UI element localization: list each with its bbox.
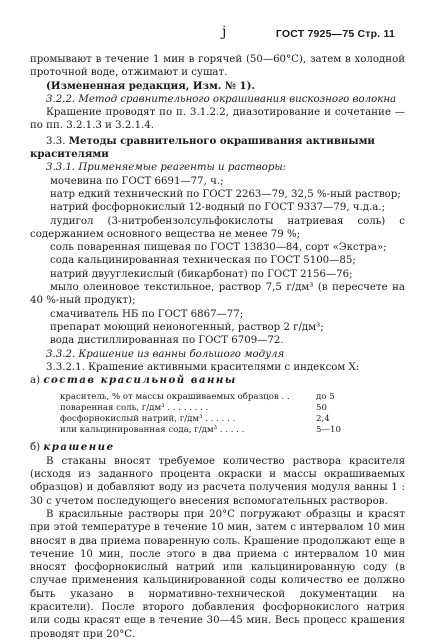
recipe-dots: . . . . . . xyxy=(205,414,236,425)
reagent-item: натрий двууглекислый (бикарбонат) по ГОСТ 2156—76; xyxy=(50,268,353,280)
reagent-item: смачиватель НБ по ГОСТ 6867—77; xyxy=(50,308,244,320)
section-3-2-2-text: Крашение проводят по п. 3.1.2.2, диазотирование и сочетание — по пп. 3.2.1.3 и 3.2.1.4. xyxy=(30,107,405,132)
recipe-row xyxy=(60,392,341,403)
recipe-label: поваренная соль, г/дм³ xyxy=(60,403,165,414)
reagent-item: соль поваренная пищевая по ГОСТ 13830—84, сорт «Экстра»; xyxy=(50,242,387,254)
paragraph-continuation: промывают в течение 1 мин в горячей (50—60°С), затем в холодной проточной воде, отжимают и сушат. xyxy=(30,54,405,79)
recipe-value: 2,4 xyxy=(316,414,330,425)
section-3-3-2-1-heading: 3.3.2.1. Крашение активными красителями с индексом X: xyxy=(46,361,360,373)
reagent-item: препарат моющий неионогенный, раствор 2 г/дм³; xyxy=(50,321,324,333)
subsection-a-title: состав красильной ванны xyxy=(43,374,237,387)
recipe-label: краситель, % от массы окрашиваемых образцов xyxy=(60,392,279,403)
amendment-note: (Измененная редакция, Изм. № 1). xyxy=(46,79,256,92)
recipe-label: фосфорнокислый натрий, г/дм³ xyxy=(60,414,203,425)
recipe-dots: . . xyxy=(281,392,290,403)
recipe-row xyxy=(60,425,341,436)
recipe-value: до 5 xyxy=(316,392,335,403)
page-header xyxy=(0,24,425,44)
reagent-item: натр едкий технический по ГОСТ 2263—79, 32,5 %-ный раствор; xyxy=(50,188,401,200)
recipe-row xyxy=(60,414,341,425)
handwritten-mark: j xyxy=(222,24,227,40)
section-3-3-number: 3.3. xyxy=(46,135,66,147)
subsection-b-letter: б) xyxy=(30,442,41,454)
section-3-3-heading xyxy=(30,135,405,162)
section-3-2-2-heading: 3.2.2. Метод сравнительного окрашивания вискозного волокна xyxy=(46,93,397,105)
section-3-3-title: Методы сравнительного окрашивания активными красителями xyxy=(30,134,375,161)
recipe-value: 50 xyxy=(316,403,327,414)
dyeing-paragraph-1: В стаканы вносят требуемое количество раствора красителя (исходя из заданного процента окраски и массы окрашиваемых образцов) и добавляют воду из расчета получения модуля ванны 1 : 30 с учетом последующего внесения вспомогательных растворов. xyxy=(30,455,405,507)
recipe-dots: . . . . . . . . xyxy=(167,403,209,414)
section-3-3-2-heading: 3.3.2. Крашение из ванны большого модуля xyxy=(46,348,285,360)
subsection-a-heading xyxy=(30,374,405,387)
reagent-item: мыло олеиновое текстильное, раствор 7,5 г/дм³ (в пересчете на 40 %-ный продукт); xyxy=(30,282,405,307)
subsection-b-title: крашение xyxy=(43,441,115,454)
reagent-item: лудигол (3-нитробензолсульфокислоты натриевая соль) с содержанием основного вещества не менее 79 %; xyxy=(30,215,405,240)
recipe-label: или кальцинированная сода, г/дм³ xyxy=(60,425,218,436)
subsection-a-letter: а) xyxy=(30,375,41,387)
reagent-item: натрий фосфорнокислый 12-водный по ГОСТ 9337—79, ч.д.а.; xyxy=(50,202,386,214)
reagent-item: сода кальцинированная техническая по ГОСТ 5100—85; xyxy=(50,255,356,267)
reagent-item: мочевина по ГОСТ 6691—77, ч.; xyxy=(50,175,224,187)
page-header-title: ГОСТ 7925—75 Стр. 11 xyxy=(275,28,395,40)
subsection-b-heading xyxy=(30,441,405,454)
recipe-value: 5—10 xyxy=(316,425,341,436)
document-body xyxy=(30,53,405,641)
section-3-3-1-heading: 3.3.1. Применяемые реагенты и растворы: xyxy=(46,162,287,174)
recipe-row xyxy=(60,403,341,414)
dye-bath-recipe-table xyxy=(60,392,341,436)
dyeing-paragraph-2: В красильные растворы при 20°С погружают образцы и красят при этой температуре в течение 10 мин, затем с интервалом 10 мин вносят в два приема поваренную соль. Крашение продолжают еще в течение 10 мин, после этого в два приема с интервалом 10 мин вносят фосфорнокислый натрий или кальцинированную соду (в случае применения кальцинированной соды количество ее должно быть указано в нормативно-технической документации на красители). После второго добавления фосфорнокислого натрия или соды красят еще в течение 30—45 мин. Весь процесс крашения проводят при 20°С. xyxy=(30,508,405,640)
recipe-dots: . . . . . xyxy=(219,425,245,436)
reagent-item: вода дистиллированная по ГОСТ 6709—72. xyxy=(50,335,284,347)
reagent-list xyxy=(30,175,405,348)
